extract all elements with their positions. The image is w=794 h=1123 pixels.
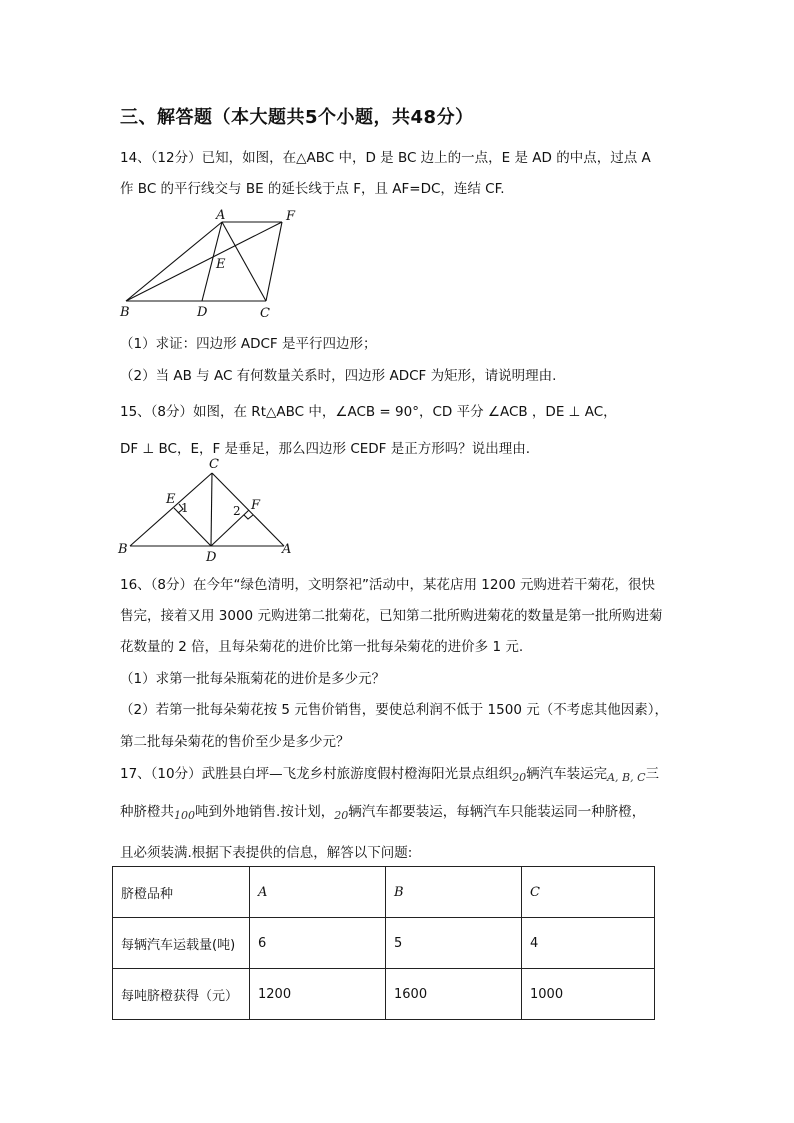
label-A: A <box>216 208 226 223</box>
label-A: A <box>282 542 292 557</box>
table-cell: 6 <box>250 918 386 969</box>
q17-line1-text-c: 三 <box>645 766 660 782</box>
q17-line2 <box>120 800 645 822</box>
label-angle1: 1 <box>181 501 189 515</box>
q14-line2: 作 BC 的平行线交与 BE 的延长线于点 F，且 AF=DC，连结 CF. <box>120 181 505 197</box>
label-D: D <box>206 550 217 563</box>
table-row <box>113 969 655 1020</box>
right-angle-F <box>244 515 253 519</box>
label-B: B <box>120 305 130 320</box>
q15-line1: 15、（8分）如图，在 Rt△ABC 中，∠ACB = 90°，CD 平分 ∠ACB ，DE ⊥ AC， <box>120 404 617 420</box>
q17-line2-number: 100 <box>174 809 195 822</box>
q14-part1: （1）求证：四边形 ADCF 是平行四边形； <box>120 336 377 352</box>
label-C: C <box>260 306 270 320</box>
q16-line2: 售完，接着又用 3000 元购进第二批菊花，已知第二批所购进菊花的数量是第一批所购进菊 <box>120 608 663 624</box>
q17-line1-number: 20 <box>512 771 527 784</box>
label-E: E <box>216 257 226 272</box>
q17-line2-text-a: 种脐橙共 <box>120 804 174 820</box>
q16-part2b: 第二批每朵菊花的售价至少是多少元？ <box>120 734 350 750</box>
label-F: F <box>286 209 296 224</box>
segment-BF <box>126 222 282 301</box>
table-row <box>113 867 655 918</box>
q16-line3: 花数量的 2 倍，且每朵菊花的进价比第一批每朵菊花的进价多 1 元. <box>120 639 524 655</box>
table-cell: 1600 <box>386 969 522 1020</box>
q15-figure <box>112 455 302 563</box>
table-cell: A <box>250 867 386 918</box>
table-cell: 每吨脐橙获得（元） <box>113 969 250 1020</box>
q14-figure <box>112 205 312 320</box>
q17-line1 <box>120 762 659 784</box>
orange-data-table <box>112 866 655 1020</box>
q14-part2: （2）当 AB 与 AC 有何数量关系时，四边形 ADCF 为矩形，请说明理由. <box>120 368 557 384</box>
table-cell: 1000 <box>522 969 655 1020</box>
label-B: B <box>118 542 128 557</box>
q17-line3: 且必须装满.根据下表提供的信息，解答以下问题: <box>120 845 413 861</box>
q17-line1-variables: A, B, C <box>607 771 646 784</box>
q17-line1-text-a: 17、（10分）武胜县白坪—飞龙乡村旅游度假村橙海阳光景点组织 <box>120 766 513 782</box>
table-cell: 每辆汽车运载量(吨) <box>113 918 250 969</box>
table-row <box>113 918 655 969</box>
q17-line1-text-b: 辆汽车装运完 <box>526 766 608 782</box>
q17-line2-number2: 20 <box>334 809 349 822</box>
table-cell: 5 <box>386 918 522 969</box>
table-cell: B <box>386 867 522 918</box>
table-cell: C <box>522 867 655 918</box>
section-title: 三、解答题（本大题共5个小题，共48分） <box>120 107 474 128</box>
q15-line2: DF ⊥ BC，E，F 是垂足，那么四边形 CEDF 是正方形吗？说出理由. <box>120 441 531 457</box>
label-E: E <box>166 492 176 507</box>
segment-AB <box>126 222 222 301</box>
table-cell: 1200 <box>250 969 386 1020</box>
q16-part2a: （2）若第一批每朵菊花按 5 元售价销售，要使总利润不低于 1500 元（不考虑其他因素）， <box>120 702 668 718</box>
q17-line2-text-b: 吨到外地销售.按计划， <box>195 804 335 820</box>
table-cell: 4 <box>522 918 655 969</box>
segment-FC <box>266 222 282 301</box>
q16-line1: 16、（8分）在今年“绿色清明，文明祭祀”活动中，某花店用 1200 元购进若干菊花，很快 <box>120 577 655 593</box>
label-C: C <box>209 457 219 472</box>
q16-part1: （1）求第一批每朵瓶菊花的进价是多少元？ <box>120 671 386 687</box>
q17-line2-text-c: 辆汽车都要装运，每辆汽车只能装运同一种脐橙， <box>348 804 646 820</box>
label-D: D <box>197 305 208 320</box>
label-F: F <box>251 498 261 513</box>
table-cell: 脐橙品种 <box>113 867 250 918</box>
q14-line1: 14、（12分）已知，如图，在△ABC 中，D 是 BC 边上的一点，E 是 AD 的中点，过点 A <box>120 150 651 166</box>
label-angle2: 2 <box>233 504 241 518</box>
segment-CD <box>211 473 212 546</box>
segment-DE <box>174 508 211 546</box>
segment-DF <box>211 510 249 546</box>
